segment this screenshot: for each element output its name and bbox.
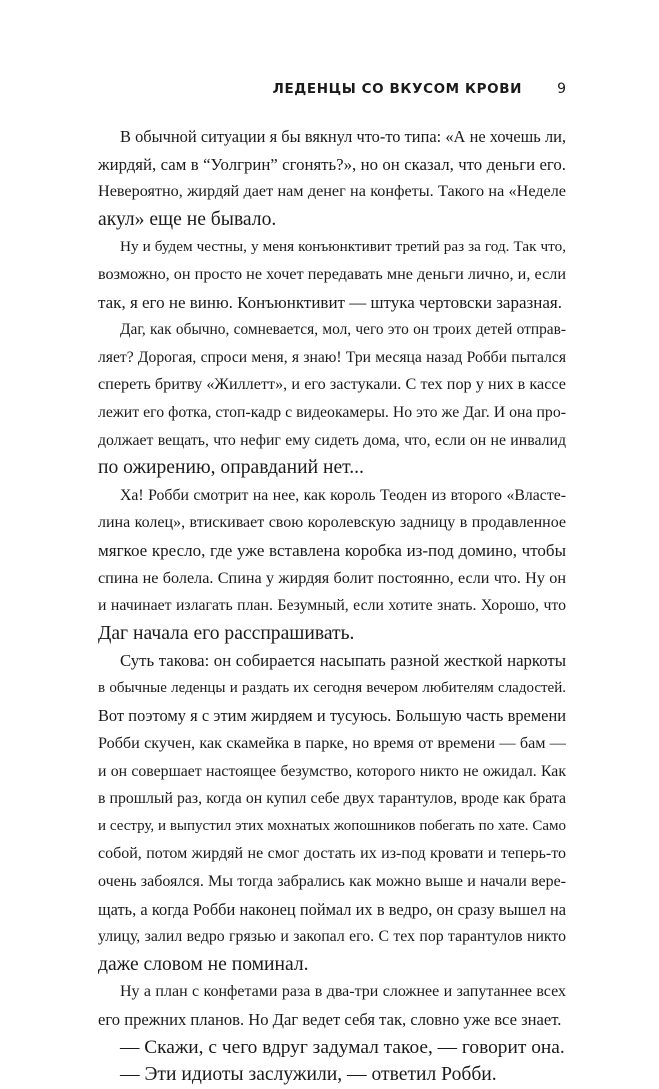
text-line: Вот поэтому я с этим жирдяем и тусуюсь. Большую часть времени [98, 706, 566, 726]
paragraph [98, 316, 566, 482]
text-line: Ну и будем честны, у меня конъюнктивит третий раз за год. Так что, [120, 238, 566, 256]
text-line: спина не болела. Спина у жирдяя болит постоянно, если что. Ну он [98, 568, 566, 587]
text-line: возможно, он просто не хочет передавать мне деньги лично, и, если [98, 264, 566, 283]
text-line: и начинает излагать план. Безумный, если хотите знать. Хорошо, что [98, 597, 566, 615]
text-line: мягкое кресло, где уже вставлена коробка из-под домино, чтобы [98, 540, 566, 560]
text-line: Суть такова: он собирается насыпать разной жесткой наркоты [120, 651, 566, 671]
text-line: лина колец», втискивает свою королевскую задницу в продавленное [98, 514, 566, 532]
text-line: Робби скучен, как скамейка в парке, но время от времени — бам — [98, 734, 566, 753]
text-line: ляет? Дорогая, спроси меня, я знаю! Три месяца назад Робби пытался [98, 348, 566, 366]
text-line: Ну а план с конфетами раза в два-три сложнее и запутаннее всех [120, 983, 566, 1001]
text-line: щать, а когда Робби наконец поймал их в ведро, он сразу вышел на [98, 899, 566, 919]
paragraph [98, 978, 566, 1033]
text-line: так, я его не виню. Конъюнктивит — штука чертовски заразная. [98, 292, 562, 312]
text-line: — Скажи, с чего вдруг задумал такое, — говорит она. [120, 1036, 565, 1058]
text-line: должает вещать, что нефиг ему сидеть дома, что, если он не инвалид [98, 431, 566, 449]
page-number: 9 [557, 81, 566, 97]
text-line: Даг, как обычно, сомневается, мол, чего это он троих детей отправ- [120, 321, 566, 339]
running-header [98, 79, 566, 99]
paragraph [98, 123, 566, 233]
text-line: даже словом не поминал. [98, 953, 309, 975]
text-line: в обычные леденцы и раздать их сегодня вечером любителям сладостей. [98, 679, 566, 696]
text-line: В обычной ситуации я бы вякнул что-то типа: «А не хочешь ли, [120, 127, 566, 146]
chapter-title: ЛЕДЕНЦЫ СО ВКУСОМ КРОВИ [272, 81, 522, 97]
text-line: Невероятно, жирдяй дает нам денег на конфеты. Такого на «Неделе [98, 182, 566, 201]
text-line: и он совершает настоящее безумство, которого никто не ожидал. Как [98, 762, 566, 780]
text-line: по ожирению, оправданий нет... [98, 457, 364, 479]
paragraph [98, 647, 566, 978]
text-line: Даг начала его расспрашивать. [98, 622, 355, 644]
text-line: Ха! Робби смотрит на нее, как король Теоден из второго «Властe- [120, 486, 566, 504]
text-line: и сестру, и выпустил этих мохнатых жопошников побегать по хате. Само [98, 817, 566, 834]
text-line: — Эти идиоты заслужили, — ответил Робби. [120, 1064, 497, 1086]
text-line: акул» еще не бывало. [98, 208, 277, 230]
text-line: жирдяй, сам в “Уолгрин” сгонять?», но он сказал, что деньги его. [98, 154, 566, 174]
paragraph [98, 1061, 566, 1089]
text-line: очень забоялся. Мы тогда забрались как можно выше и начали вере- [98, 873, 566, 891]
text-line: собой, потом жирдяй не смог достать их из-под кровати и теперь-то [98, 845, 566, 863]
paragraph [98, 1034, 566, 1062]
text-line: его прежних планов. Но Даг ведет себя так, словно уже все знает. [98, 1010, 562, 1029]
paragraph [98, 482, 566, 648]
text-line: лежит его фотка, стоп-кадр с видеокамеры. Но это же Даг. И она про- [98, 403, 566, 421]
body-text [98, 123, 566, 1089]
text-line: улицу, залил ведро грязью и закопал его. С тех пор тарантулов никто [98, 928, 566, 946]
paragraph [98, 233, 566, 316]
text-line: в прошлый раз, когда он купил себе двух тарантулов, вроде как брата [98, 790, 566, 808]
text-line: спереть бритву «Жиллетт», и его застукали. С тех пор у них в кассе [98, 375, 566, 394]
